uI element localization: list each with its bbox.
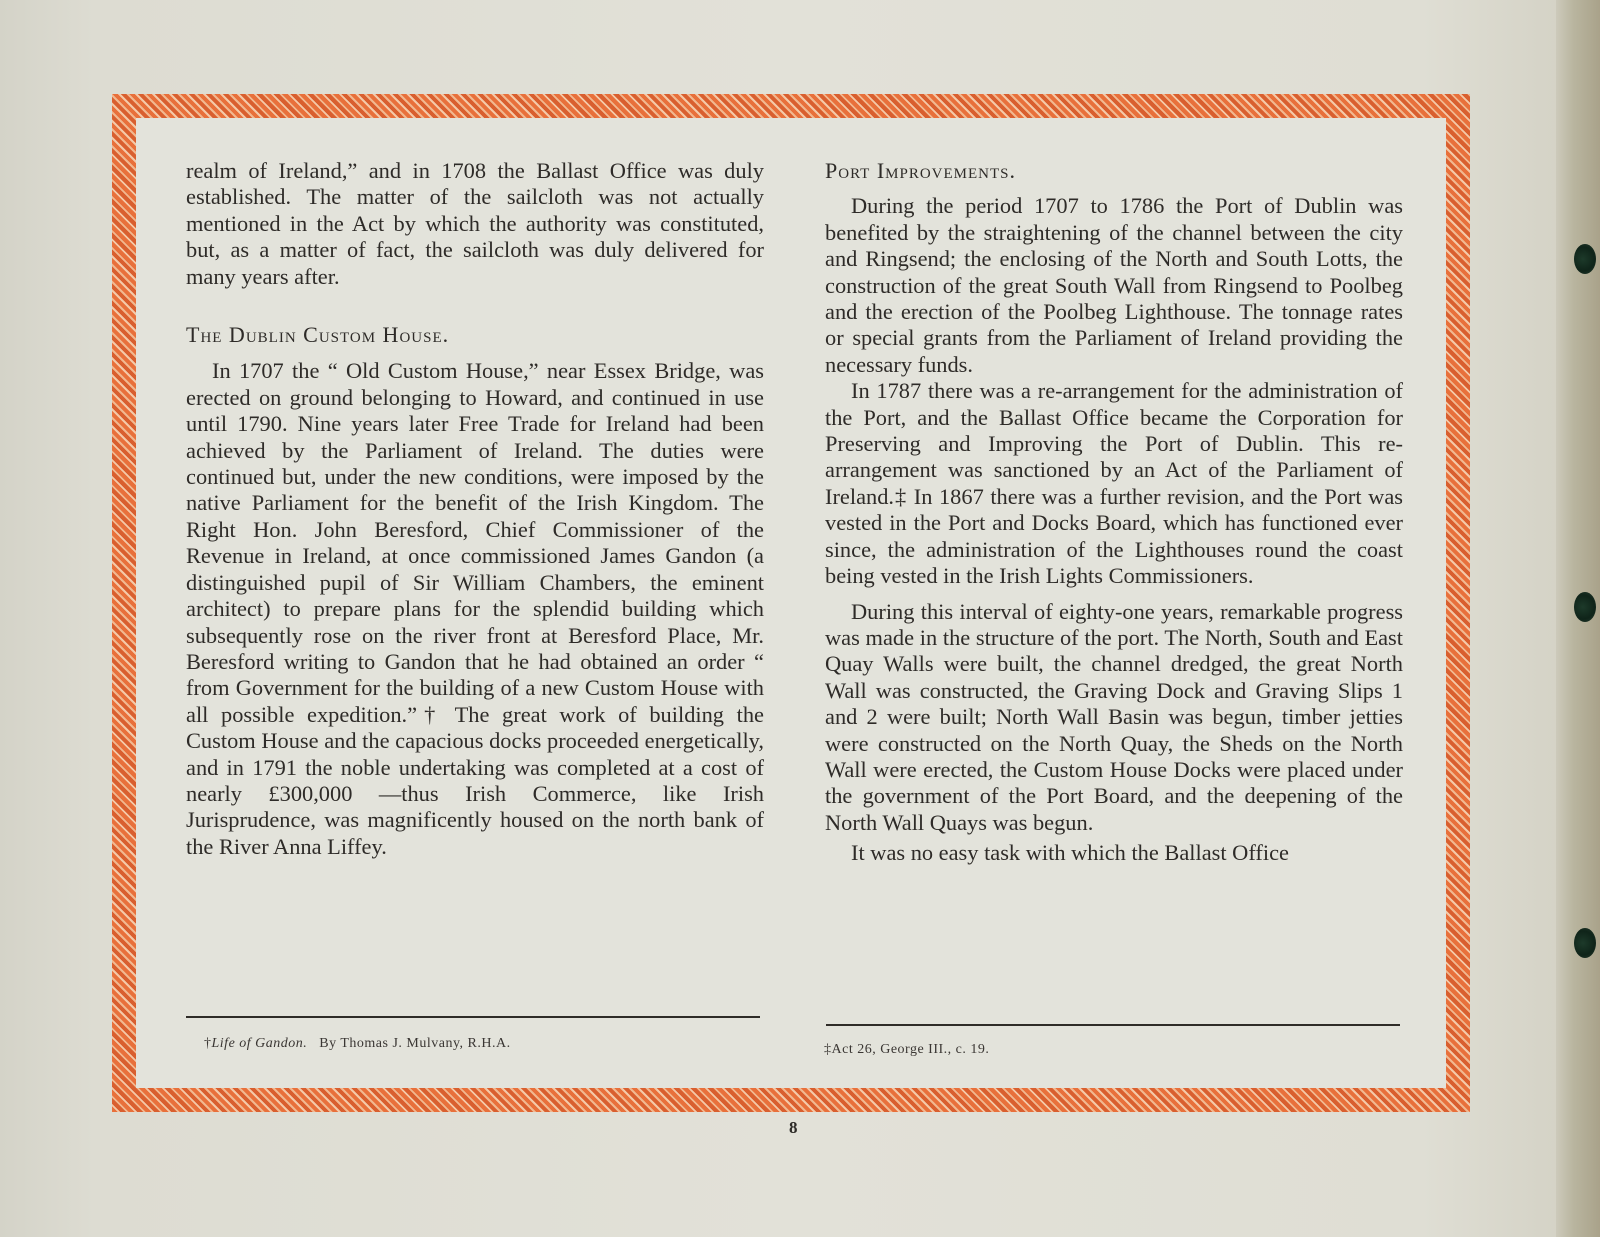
custom-house-paragraph: In 1707 the “ Old Custom House,” near Essex Bridge, was erected on ground belonging to Howard, and continued in use until 1790. Nine years later Free Trade for Ireland had been achieved by the Parliament of Ireland. The duties were continued but, under the new conditions, were imposed by the native Parliament for the benefit of the Irish Kingdom. The Right Hon. John Beresford, Chief Commissioner of the Revenue in Ireland, at once commissioned James Gandon (a distinguished pupil of Sir William Chambers, the eminent architect) to prepare plans for the splendid building which subsequently rose on the river front at Beresford Place, Mr. Beresford writing to Gandon that he had obtained an order “ from Government for the building of a new Custom House with all possible expedition.”† The great work of building the Custom House and the capacious docks proceeded energetically, and in 1791 the noble undertaking was completed at a cost of nearly £300,000 —thus Irish Commerce, like Irish Jurisprudence, was magnificently housed on the north bank of the River Anna Liffey. xyxy=(186,358,764,859)
port-paragraph-4: It was no easy task with which the Ballast Office xyxy=(851,840,1289,866)
footnote-divider-left xyxy=(186,1016,760,1018)
section-heading-port-improvements: Port Improvements. xyxy=(825,158,1017,183)
footnote-divider-right xyxy=(826,1024,1400,1026)
page-number: 8 xyxy=(789,1118,798,1137)
binding-hole-middle xyxy=(1574,592,1596,622)
port-paragraph-1: During the period 1707 to 1786 the Port of Dublin was benefited by the straightening of the channel between the city and Ringsend; the enclosing of the North and South Lotts, the construction of the great South Wall from Ringsend to Poolbeg and the erection of the Poolbeg Lighthouse. The tonnage rates or special grants from the Parliament of Ireland providing the necessary funds. xyxy=(825,193,1403,377)
binding-hole-top xyxy=(1574,244,1596,274)
footnote-right: ‡Act 26, George III., c. 19. xyxy=(824,1042,990,1057)
binding-hole-bottom xyxy=(1574,928,1596,958)
footnote-author: By Thomas J. Mulvany, R.H.A. xyxy=(319,1036,511,1051)
footnote-book-title: Life of Gandon. xyxy=(211,1036,308,1051)
port-paragraph-2: In 1787 there was a re-arrangement for the administration of the Port, and the Ballast Office became the Corporation for Preserving and Improving the Port of Dublin. This re-arrangement was sanctioned by an Act of the Parliament of Ireland.‡ In 1867 there was a further revision, and the Port was vested in the Port and Docks Board, which has functioned ever since, the administration of the Lighthouses round the coast being vested in the Irish Lights Commissioners. xyxy=(825,378,1403,589)
footnote-left xyxy=(204,1036,511,1052)
left-column xyxy=(186,158,764,860)
port-paragraph-3: During this interval of eighty-one years, remarkable progress was made in the structure of the port. The North, South and East Quay Walls were built, the channel dredged, the great North Wall was constructed, the Graving Dock and Graving Slips 1 and 2 were built; North Wall Basin was begun, timber jetties were constructed on the North Quay, the Sheds on the North Wall were erected, the Custom House Docks were placed under the government of the Port Board, and the deepening of the North Wall Quays was begun. xyxy=(825,598,1403,835)
right-column xyxy=(825,158,1403,867)
section-heading-custom-house: The Dublin Custom House. xyxy=(186,322,450,348)
footnote-dagger: † xyxy=(204,1036,212,1051)
continued-paragraph: realm of Ireland,” and in 1708 the Ballast Office was duly established. The matter of the sailcloth was not actually mentioned in the Act by which the authority was constituted, but, as a matter of fact, the sailcloth was duly delivered for many years after. xyxy=(186,158,764,289)
